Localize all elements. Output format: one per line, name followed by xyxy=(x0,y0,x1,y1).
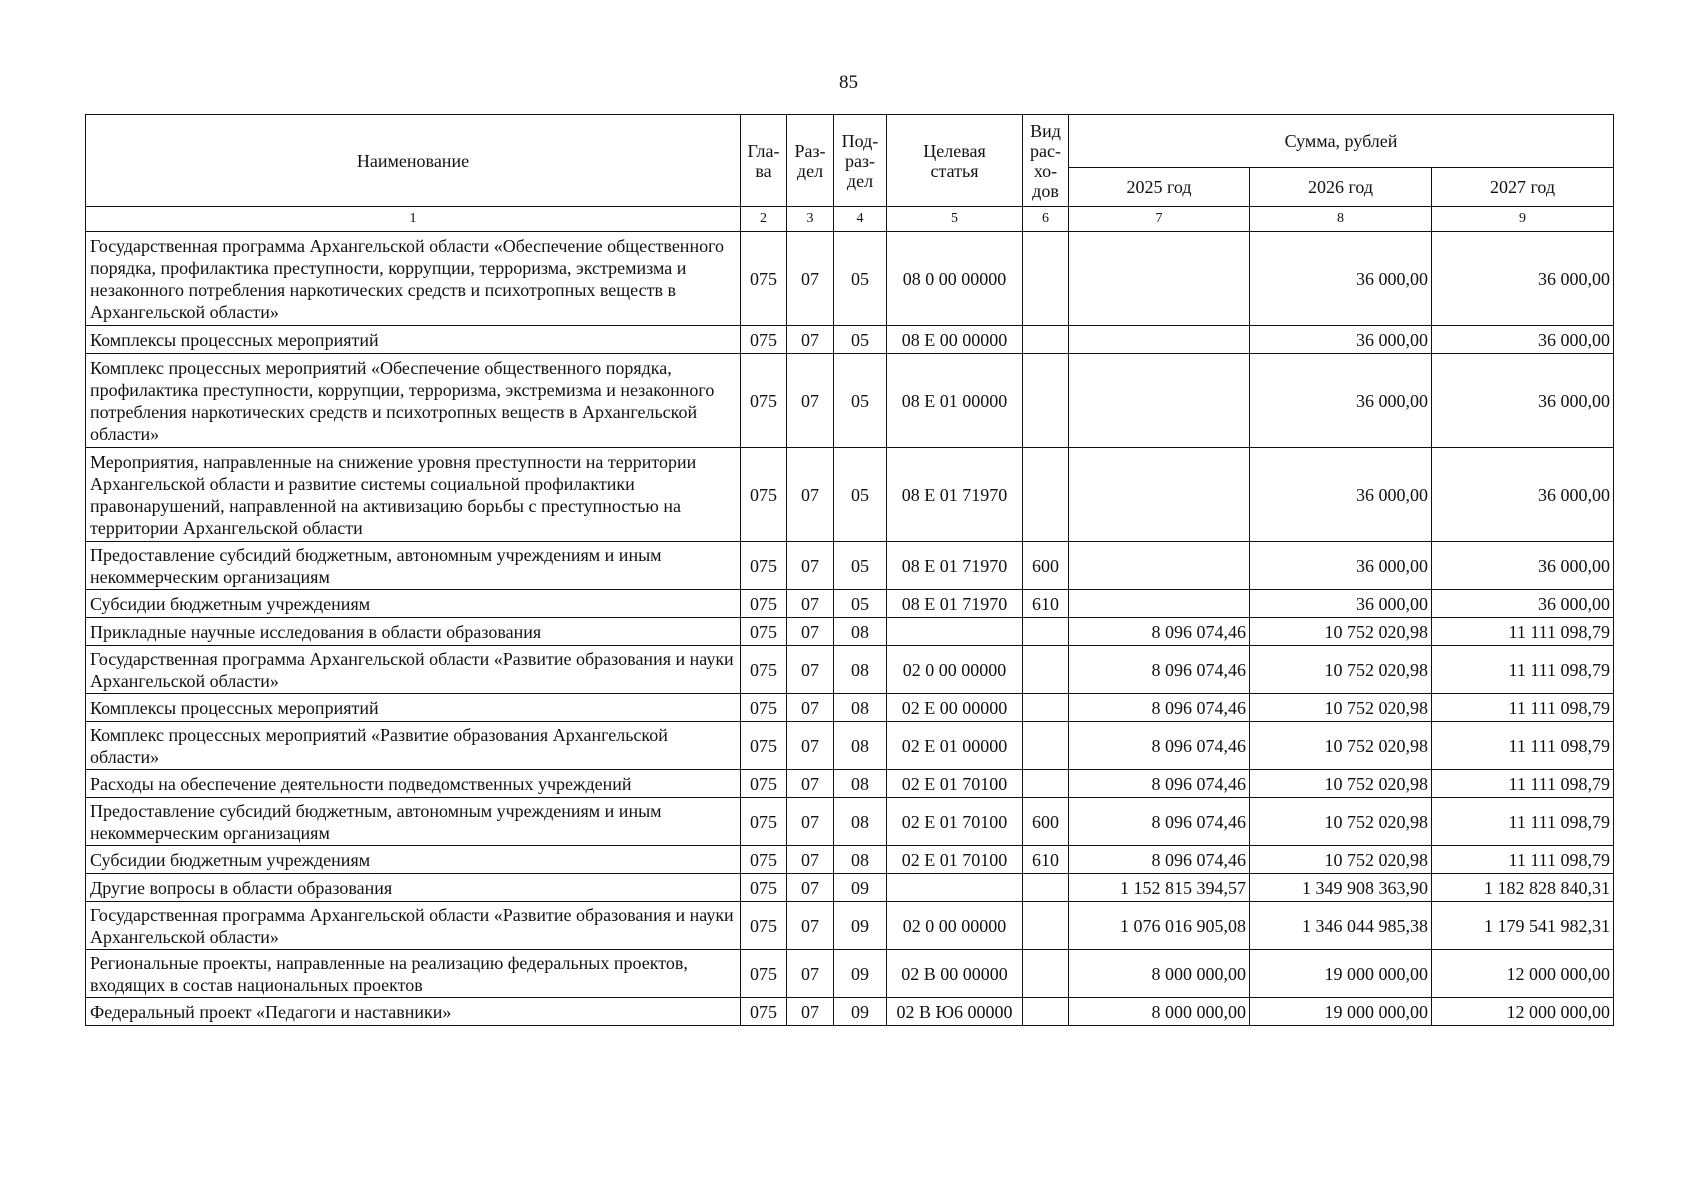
table-row xyxy=(86,950,1614,998)
header-year-2026: 2026 год xyxy=(1250,168,1432,207)
row-name: Субсидии бюджетным учреждениям xyxy=(86,846,741,874)
row-sum-2025: 1 152 815 394,57 xyxy=(1069,874,1250,902)
row-glava: 075 xyxy=(741,232,787,326)
row-sum-2026: 1 346 044 985,38 xyxy=(1250,902,1432,950)
row-name: Субсидии бюджетным учреждениям xyxy=(86,590,741,618)
row-podrazdel: 08 xyxy=(834,770,887,798)
row-name: Комплекс процессных мероприятий «Обеспечение общественного порядка, профилактика преступности, коррупции, терроризма, экстремизма и незаконного потребления наркотических средств и психотропных веществ в Архангельской области» xyxy=(86,354,741,448)
row-sum-2025 xyxy=(1069,448,1250,542)
row-glava: 075 xyxy=(741,618,787,646)
row-razdel: 07 xyxy=(787,354,834,448)
row-sum-2025 xyxy=(1069,590,1250,618)
row-vid xyxy=(1023,694,1069,722)
row-glava: 075 xyxy=(741,950,787,998)
row-sum-2027: 11 111 098,79 xyxy=(1432,646,1614,694)
row-vid: 600 xyxy=(1023,542,1069,590)
row-vid xyxy=(1023,722,1069,770)
row-sum-2027: 11 111 098,79 xyxy=(1432,770,1614,798)
row-tselevaya: 02 0 00 00000 xyxy=(887,646,1023,694)
row-sum-2025: 8 096 074,46 xyxy=(1069,798,1250,846)
table-body xyxy=(86,232,1614,1026)
header-year-2027: 2027 год xyxy=(1432,168,1614,207)
row-sum-2025: 8 000 000,00 xyxy=(1069,950,1250,998)
row-sum-2025: 8 000 000,00 xyxy=(1069,998,1250,1026)
table-row xyxy=(86,326,1614,354)
row-sum-2026: 1 349 908 363,90 xyxy=(1250,874,1432,902)
row-tselevaya: 02 0 00 00000 xyxy=(887,902,1023,950)
row-sum-2025 xyxy=(1069,232,1250,326)
row-sum-2027: 1 182 828 840,31 xyxy=(1432,874,1614,902)
row-name: Государственная программа Архангельской области «Развитие образования и науки Архангельской области» xyxy=(86,902,741,950)
table-row xyxy=(86,770,1614,798)
row-name: Комплексы процессных мероприятий xyxy=(86,694,741,722)
row-tselevaya: 02 В 00 00000 xyxy=(887,950,1023,998)
row-tselevaya: 08 Е 00 00000 xyxy=(887,326,1023,354)
column-index: 9 xyxy=(1432,207,1614,232)
row-name: Государственная программа Архангельской области «Развитие образования и науки Архангельской области» xyxy=(86,646,741,694)
row-sum-2026: 10 752 020,98 xyxy=(1250,618,1432,646)
row-razdel: 07 xyxy=(787,542,834,590)
table-row xyxy=(86,798,1614,846)
row-name: Комплекс процессных мероприятий «Развитие образования Архангельской области» xyxy=(86,722,741,770)
row-sum-2025: 8 096 074,46 xyxy=(1069,846,1250,874)
row-podrazdel: 08 xyxy=(834,846,887,874)
row-sum-2026: 10 752 020,98 xyxy=(1250,770,1432,798)
row-sum-2025: 8 096 074,46 xyxy=(1069,770,1250,798)
row-tselevaya: 02 Е 01 70100 xyxy=(887,846,1023,874)
header-tselevaya-text: Целевая статья xyxy=(923,140,986,181)
row-razdel: 07 xyxy=(787,846,834,874)
row-sum-2025 xyxy=(1069,542,1250,590)
column-index: 4 xyxy=(834,207,887,232)
row-glava: 075 xyxy=(741,798,787,846)
row-tselevaya: 08 Е 01 71970 xyxy=(887,542,1023,590)
row-sum-2026: 19 000 000,00 xyxy=(1250,998,1432,1026)
row-podrazdel: 09 xyxy=(834,950,887,998)
row-razdel: 07 xyxy=(787,722,834,770)
row-glava: 075 xyxy=(741,902,787,950)
column-index: 1 xyxy=(86,207,741,232)
row-sum-2026: 36 000,00 xyxy=(1250,590,1432,618)
row-podrazdel: 05 xyxy=(834,326,887,354)
header-razdel-text: Раз- дел xyxy=(794,140,826,181)
table-row xyxy=(86,694,1614,722)
row-razdel: 07 xyxy=(787,950,834,998)
column-index: 2 xyxy=(741,207,787,232)
row-vid: 610 xyxy=(1023,590,1069,618)
table-row xyxy=(86,998,1614,1026)
row-podrazdel: 05 xyxy=(834,232,887,326)
row-name: Региональные проекты, направленные на реализацию федеральных проектов, входящих в состав национальных проектов xyxy=(86,950,741,998)
row-tselevaya: 08 Е 01 71970 xyxy=(887,448,1023,542)
row-podrazdel: 05 xyxy=(834,590,887,618)
row-vid xyxy=(1023,646,1069,694)
row-sum-2026: 10 752 020,98 xyxy=(1250,846,1432,874)
row-sum-2026: 10 752 020,98 xyxy=(1250,722,1432,770)
row-glava: 075 xyxy=(741,874,787,902)
row-tselevaya: 02 Е 01 70100 xyxy=(887,770,1023,798)
row-sum-2026: 10 752 020,98 xyxy=(1250,694,1432,722)
table-row xyxy=(86,722,1614,770)
row-sum-2025: 1 076 016 905,08 xyxy=(1069,902,1250,950)
header-podrazdel-text: Под- раз- дел xyxy=(841,130,879,191)
row-vid xyxy=(1023,998,1069,1026)
row-sum-2027: 1 179 541 982,31 xyxy=(1432,902,1614,950)
row-name: Комплексы процессных мероприятий xyxy=(86,326,741,354)
budget-table xyxy=(85,114,1614,1026)
row-name: Другие вопросы в области образования xyxy=(86,874,741,902)
row-glava: 075 xyxy=(741,846,787,874)
row-razdel: 07 xyxy=(787,998,834,1026)
column-index: 8 xyxy=(1250,207,1432,232)
row-tselevaya: 08 Е 01 71970 xyxy=(887,590,1023,618)
row-sum-2027: 36 000,00 xyxy=(1432,232,1614,326)
row-vid xyxy=(1023,326,1069,354)
header-glava xyxy=(741,115,787,207)
row-sum-2027: 36 000,00 xyxy=(1432,354,1614,448)
row-sum-2027: 11 111 098,79 xyxy=(1432,722,1614,770)
table-row xyxy=(86,646,1614,694)
row-tselevaya: 02 В Ю6 00000 xyxy=(887,998,1023,1026)
row-razdel: 07 xyxy=(787,798,834,846)
row-razdel: 07 xyxy=(787,770,834,798)
header-name: Наименование xyxy=(86,115,741,207)
row-glava: 075 xyxy=(741,590,787,618)
row-vid xyxy=(1023,448,1069,542)
row-tselevaya xyxy=(887,874,1023,902)
row-name: Государственная программа Архангельской области «Обеспечение общественного порядка, профилактика преступности, коррупции, терроризма, экстремизма и незаконного потребления наркотических средств и психотропных веществ в Архангельской области» xyxy=(86,232,741,326)
row-glava: 075 xyxy=(741,770,787,798)
column-index: 3 xyxy=(787,207,834,232)
row-razdel: 07 xyxy=(787,874,834,902)
row-glava: 075 xyxy=(741,542,787,590)
row-glava: 075 xyxy=(741,694,787,722)
table-row xyxy=(86,846,1614,874)
row-sum-2027: 11 111 098,79 xyxy=(1432,798,1614,846)
column-index: 6 xyxy=(1023,207,1069,232)
row-name: Федеральный проект «Педагоги и наставники» xyxy=(86,998,741,1026)
row-podrazdel: 05 xyxy=(834,448,887,542)
row-podrazdel: 09 xyxy=(834,874,887,902)
header-vid xyxy=(1023,115,1069,207)
row-glava: 075 xyxy=(741,998,787,1026)
row-tselevaya xyxy=(887,618,1023,646)
row-sum-2027: 36 000,00 xyxy=(1432,448,1614,542)
row-vid xyxy=(1023,232,1069,326)
table-row xyxy=(86,448,1614,542)
row-podrazdel: 09 xyxy=(834,902,887,950)
table-row xyxy=(86,590,1614,618)
row-tselevaya: 08 0 00 00000 xyxy=(887,232,1023,326)
row-sum-2027: 12 000 000,00 xyxy=(1432,998,1614,1026)
header-year-2025: 2025 год xyxy=(1069,168,1250,207)
table-row xyxy=(86,874,1614,902)
header-podrazdel xyxy=(834,115,887,207)
row-razdel: 07 xyxy=(787,618,834,646)
row-tselevaya: 08 Е 01 00000 xyxy=(887,354,1023,448)
row-razdel: 07 xyxy=(787,694,834,722)
header-vid-text: Вид рас- хо- дов xyxy=(1030,120,1061,201)
column-index: 7 xyxy=(1069,207,1250,232)
row-sum-2025: 8 096 074,46 xyxy=(1069,694,1250,722)
row-vid xyxy=(1023,874,1069,902)
row-razdel: 07 xyxy=(787,448,834,542)
row-vid xyxy=(1023,618,1069,646)
row-sum-2025: 8 096 074,46 xyxy=(1069,646,1250,694)
row-razdel: 07 xyxy=(787,590,834,618)
row-sum-2026: 19 000 000,00 xyxy=(1250,950,1432,998)
row-sum-2027: 11 111 098,79 xyxy=(1432,694,1614,722)
row-podrazdel: 05 xyxy=(834,354,887,448)
row-name: Расходы на обеспечение деятельности подведомственных учреждений xyxy=(86,770,741,798)
row-podrazdel: 08 xyxy=(834,694,887,722)
row-sum-2026: 10 752 020,98 xyxy=(1250,646,1432,694)
row-vid xyxy=(1023,950,1069,998)
row-sum-2025: 8 096 074,46 xyxy=(1069,722,1250,770)
row-podrazdel: 08 xyxy=(834,798,887,846)
row-podrazdel: 08 xyxy=(834,646,887,694)
row-razdel: 07 xyxy=(787,326,834,354)
row-tselevaya: 02 Е 01 00000 xyxy=(887,722,1023,770)
row-tselevaya: 02 Е 00 00000 xyxy=(887,694,1023,722)
row-podrazdel: 05 xyxy=(834,542,887,590)
row-sum-2026: 36 000,00 xyxy=(1250,542,1432,590)
row-sum-2026: 36 000,00 xyxy=(1250,448,1432,542)
row-glava: 075 xyxy=(741,646,787,694)
row-vid: 610 xyxy=(1023,846,1069,874)
row-sum-2026: 36 000,00 xyxy=(1250,354,1432,448)
row-sum-2025 xyxy=(1069,326,1250,354)
row-glava: 075 xyxy=(741,722,787,770)
header-summa: Сумма, рублей xyxy=(1069,115,1614,168)
header-glava-text: Гла- ва xyxy=(747,140,780,181)
table-row xyxy=(86,232,1614,326)
row-razdel: 07 xyxy=(787,902,834,950)
row-podrazdel: 09 xyxy=(834,998,887,1026)
row-glava: 075 xyxy=(741,448,787,542)
page-number: 85 xyxy=(839,72,858,93)
column-index: 5 xyxy=(887,207,1023,232)
row-sum-2026: 36 000,00 xyxy=(1250,326,1432,354)
row-sum-2027: 11 111 098,79 xyxy=(1432,618,1614,646)
row-name: Мероприятия, направленные на снижение уровня преступности на территории Архангельской области и развитие системы социальной профилактики правонарушений, направленной на активизацию борьбы с преступностью на территории Архангельской области xyxy=(86,448,741,542)
table-row xyxy=(86,618,1614,646)
row-vid: 600 xyxy=(1023,798,1069,846)
row-glava: 075 xyxy=(741,326,787,354)
row-vid xyxy=(1023,902,1069,950)
row-sum-2026: 10 752 020,98 xyxy=(1250,798,1432,846)
table-row xyxy=(86,354,1614,448)
row-name: Предоставление субсидий бюджетным, автономным учреждениям и иным некоммерческим организациям xyxy=(86,542,741,590)
row-podrazdel: 08 xyxy=(834,618,887,646)
table-row xyxy=(86,902,1614,950)
row-sum-2025 xyxy=(1069,354,1250,448)
row-name: Предоставление субсидий бюджетным, автономным учреждениям и иным некоммерческим организациям xyxy=(86,798,741,846)
row-glava: 075 xyxy=(741,354,787,448)
row-razdel: 07 xyxy=(787,646,834,694)
row-tselevaya: 02 Е 01 70100 xyxy=(887,798,1023,846)
row-razdel: 07 xyxy=(787,232,834,326)
row-sum-2025: 8 096 074,46 xyxy=(1069,618,1250,646)
row-sum-2027: 12 000 000,00 xyxy=(1432,950,1614,998)
row-sum-2027: 36 000,00 xyxy=(1432,590,1614,618)
header-tselevaya xyxy=(887,115,1023,207)
row-sum-2027: 36 000,00 xyxy=(1432,542,1614,590)
table-row xyxy=(86,542,1614,590)
row-vid xyxy=(1023,354,1069,448)
row-sum-2027: 11 111 098,79 xyxy=(1432,846,1614,874)
header-razdel xyxy=(787,115,834,207)
row-vid xyxy=(1023,770,1069,798)
table-header xyxy=(86,115,1614,232)
row-sum-2026: 36 000,00 xyxy=(1250,232,1432,326)
row-sum-2027: 36 000,00 xyxy=(1432,326,1614,354)
row-name: Прикладные научные исследования в области образования xyxy=(86,618,741,646)
row-podrazdel: 08 xyxy=(834,722,887,770)
